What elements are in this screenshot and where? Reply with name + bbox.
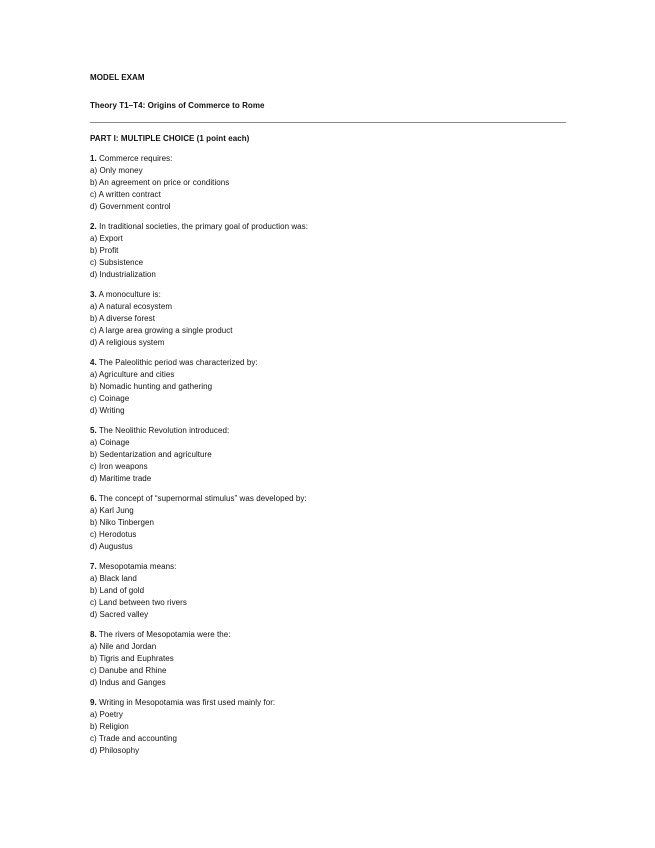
part-heading: PART I: MULTIPLE CHOICE (1 point each): [90, 134, 250, 143]
question-prompt: [90, 629, 566, 641]
answer-option: d) Sacred valley: [90, 610, 149, 619]
question-number: 7.: [90, 562, 97, 571]
question-item: [90, 221, 566, 281]
question-prompt: [90, 357, 566, 369]
question-text: Mesopotamia means:: [99, 562, 177, 571]
question-number: 6.: [90, 494, 97, 503]
question-prompt: [90, 425, 566, 437]
answer-option: d) Indus and Ganges: [90, 678, 166, 687]
answer-option: d) Government control: [90, 202, 171, 211]
answer-option: c) Trade and accounting: [90, 734, 177, 743]
answer-option: b) Religion: [90, 722, 129, 731]
question-number: 9.: [90, 698, 97, 707]
question-prompt: [90, 289, 566, 301]
answer-option: a) Black land: [90, 574, 137, 583]
answer-option: b) Niko Tinbergen: [90, 518, 154, 527]
answer-option: d) Augustus: [90, 542, 133, 551]
question-prompt: [90, 221, 566, 233]
question-text: The concept of “supernormal stimulus” was developed by:: [98, 494, 307, 503]
document-title: MODEL EXAM: [90, 73, 145, 82]
answer-option: a) Poetry: [90, 710, 123, 719]
answer-option: a) Nile and Jordan: [90, 642, 157, 651]
question-text: The rivers of Mesopotamia were the:: [98, 630, 231, 639]
question-text: A monoculture is:: [98, 290, 161, 299]
question-text: The Neolithic Revolution introduced:: [98, 426, 230, 435]
answer-option: d) A religious system: [90, 338, 165, 347]
question-item: [90, 289, 566, 349]
question-item: [90, 153, 566, 213]
question-text: In traditional societies, the primary goal of production was:: [99, 222, 308, 231]
answer-option: b) Tigris and Euphrates: [90, 654, 174, 663]
answer-option: d) Maritime trade: [90, 474, 152, 483]
answer-option: b) Sedentarization and agriculture: [90, 450, 212, 459]
question-list: [90, 153, 566, 757]
question-number: 5.: [90, 426, 97, 435]
answer-option: c) A written contract: [90, 190, 161, 199]
horizontal-divider: [90, 122, 566, 123]
answer-option: c) Danube and Rhine: [90, 666, 167, 675]
question-prompt: [90, 493, 566, 505]
answer-option: c) Subsistence: [90, 258, 144, 267]
answer-option: b) A diverse forest: [90, 314, 155, 323]
question-number: 3.: [90, 290, 97, 299]
question-number: 2.: [90, 222, 97, 231]
question-item: [90, 357, 566, 417]
answer-option: c) Coinage: [90, 394, 130, 403]
answer-option: d) Philosophy: [90, 746, 140, 755]
answer-option: a) A natural ecosystem: [90, 302, 173, 311]
question-number: 4.: [90, 358, 97, 367]
question-prompt: [90, 561, 566, 573]
question-text: Commerce requires:: [99, 154, 173, 163]
answer-option: a) Only money: [90, 166, 143, 175]
question-item: [90, 629, 566, 689]
answer-option: b) An agreement on price or conditions: [90, 178, 230, 187]
answer-option: c) A large area growing a single product: [90, 326, 233, 335]
question-prompt: [90, 697, 566, 709]
question-number: 1.: [90, 154, 97, 163]
question-prompt: [90, 153, 566, 165]
question-item: [90, 697, 566, 757]
exam-content: [90, 72, 566, 765]
answer-option: c) Herodotus: [90, 530, 137, 539]
question-text: Writing in Mesopotamia was first used mainly for:: [99, 698, 276, 707]
answer-option: a) Export: [90, 234, 123, 243]
answer-option: c) Iron weapons: [90, 462, 148, 471]
answer-option: b) Profit: [90, 246, 119, 255]
answer-option: a) Agriculture and cities: [90, 370, 175, 379]
answer-option: a) Karl Jung: [90, 506, 134, 515]
question-number: 8.: [90, 630, 97, 639]
answer-option: a) Coinage: [90, 438, 130, 447]
answer-option: b) Nomadic hunting and gathering: [90, 382, 213, 391]
document-subtitle: Theory T1–T4: Origins of Commerce to Rome: [90, 101, 265, 110]
answer-option: d) Industrialization: [90, 270, 156, 279]
answer-option: d) Writing: [90, 406, 125, 415]
question-text: The Paleolithic period was characterized by:: [98, 358, 258, 367]
question-item: [90, 425, 566, 485]
answer-option: c) Land between two rivers: [90, 598, 187, 607]
question-item: [90, 561, 566, 621]
question-item: [90, 493, 566, 553]
answer-option: b) Land of gold: [90, 586, 145, 595]
